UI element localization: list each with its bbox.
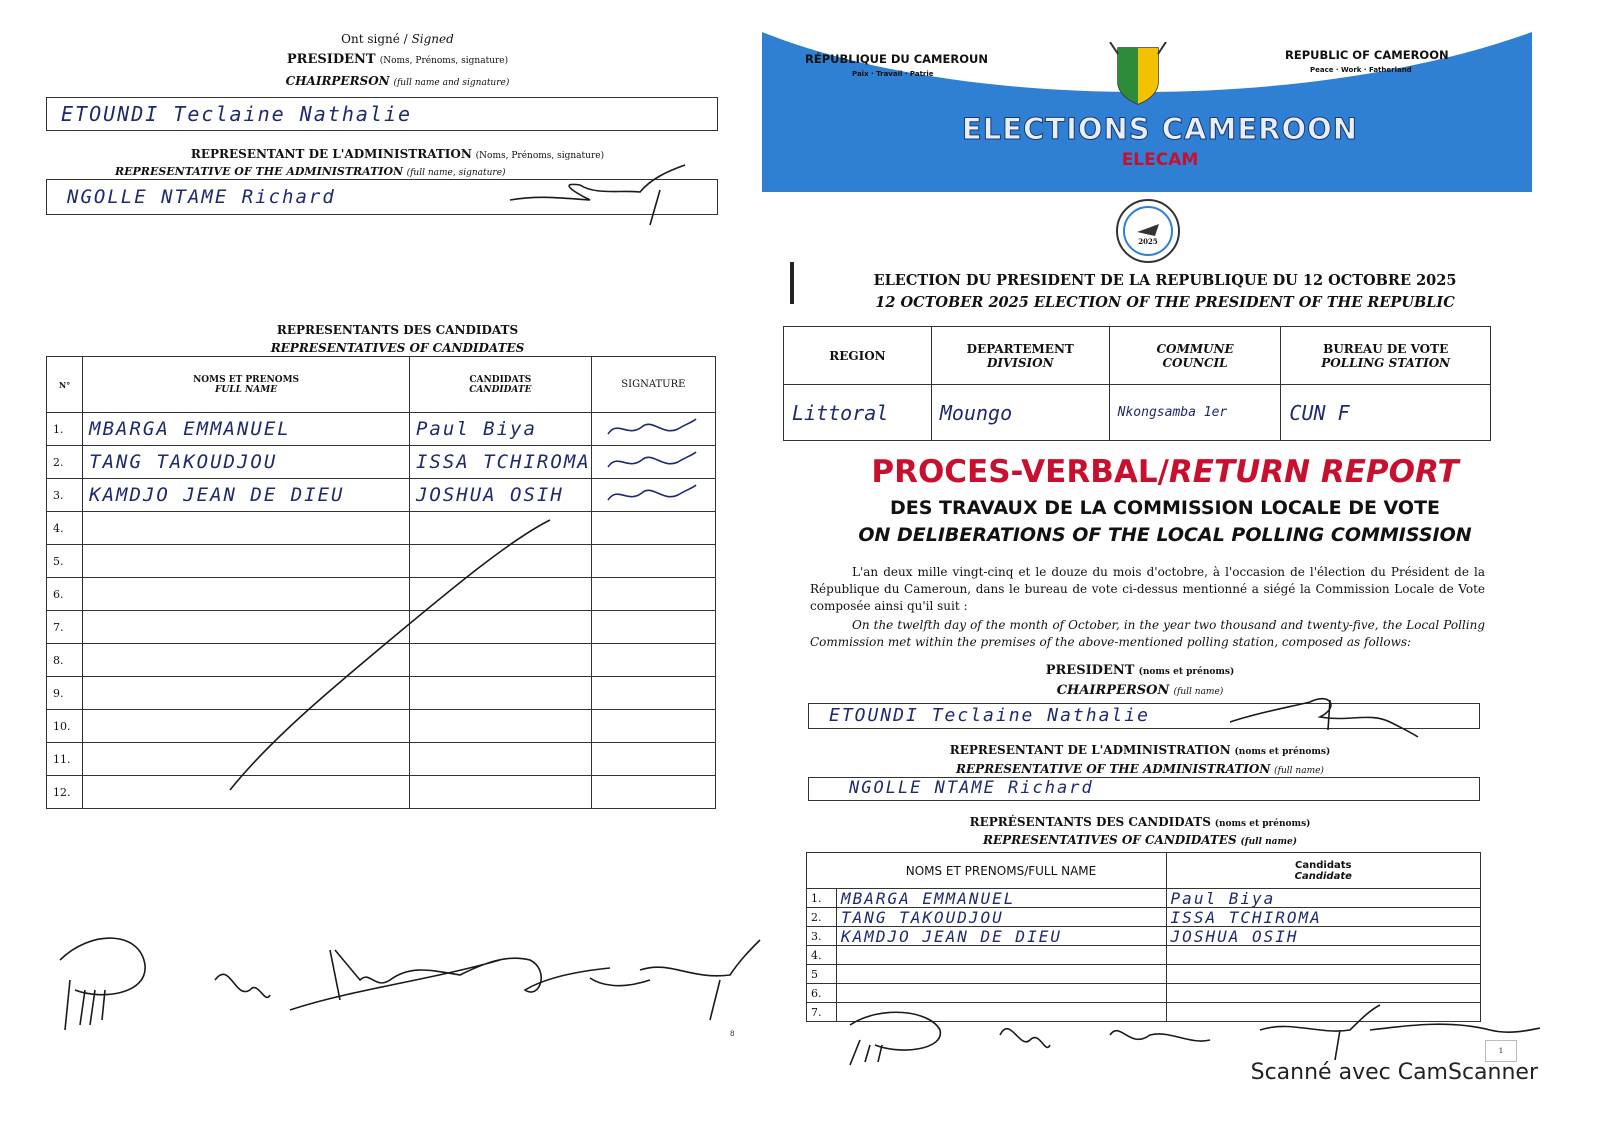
reps-table-row	[47, 710, 716, 743]
org-abbr: ELECAM	[1121, 150, 1199, 170]
admin-en-label: REPRESENTATIVE OF THE ADMINISTRATION	[115, 165, 404, 178]
rep-name	[83, 578, 410, 611]
rep-signature	[591, 710, 715, 743]
row-number: 4.	[47, 512, 83, 545]
r-admin-label: REPRESENTANT DE L'ADMINISTRATION	[949, 743, 1231, 757]
location-value: CUN F	[1281, 385, 1491, 441]
location-header-cell	[784, 327, 932, 385]
rep-candidate	[409, 644, 591, 677]
rep-signature	[591, 578, 715, 611]
row-number: 10.	[47, 710, 83, 743]
rep-signature	[591, 545, 715, 578]
r-rep-name: MBARGA EMMANUEL	[836, 889, 1166, 908]
r-reps-fr-hint: (noms et prénoms)	[1214, 819, 1311, 829]
rep-name	[83, 545, 410, 578]
location-header-cell	[1109, 327, 1281, 385]
r-chair-label: CHAIRPERSON	[1056, 683, 1170, 698]
r-rep-name	[836, 946, 1166, 965]
reps-table-row	[47, 578, 716, 611]
reps-table-row	[47, 512, 716, 545]
coat-of-arms-icon	[1108, 42, 1168, 108]
r-reps-en-label-block	[790, 833, 1490, 847]
r-rep-candidate: ISSA TCHIROMA	[1166, 908, 1480, 927]
rep-name: MBARGA EMMANUEL	[83, 413, 410, 446]
r-reps-label-block	[790, 815, 1490, 829]
r-rep-name: KAMDJO JEAN DE DIEU	[836, 927, 1166, 946]
org-name: ELECTIONS CAMEROON	[961, 112, 1359, 146]
rep-name	[83, 512, 410, 545]
intro-paragraph-en: On the twelfth day of the month of October, in the year two thousand and twenty-five, the Local Polling Commission met within the premises of the above-mentioned polling station, composed as follows:	[810, 618, 1485, 649]
rep-name	[83, 611, 410, 644]
left-page	[30, 0, 765, 1100]
reps-table-row	[47, 479, 716, 512]
location-header-cell	[931, 327, 1109, 385]
reps-table-header	[47, 357, 716, 413]
col-name-fr: NOMS ET PRENOMS	[193, 374, 300, 385]
report-title	[790, 454, 1540, 490]
r-col-candidate-en: Candidate	[1294, 870, 1352, 882]
r-admin-name-field	[808, 777, 1480, 801]
r-rep-candidate: Paul Biya	[1166, 889, 1480, 908]
row-number: 7.	[47, 611, 83, 644]
report-title-en: RETURN REPORT	[1168, 454, 1459, 490]
r-reps-table-row	[807, 946, 1481, 965]
left-page-number: 8	[730, 1030, 735, 1038]
location-header-fr: DEPARTEMENT	[966, 341, 1074, 356]
location-value: Moungo	[931, 385, 1109, 441]
rep-name	[83, 776, 410, 809]
location-header-en: COUNCIL	[1162, 355, 1228, 370]
admin-en-label-block	[115, 165, 506, 178]
col-num: N°	[47, 357, 83, 413]
r-president-name: ETOUNDI Teclaine Nathalie	[829, 705, 1150, 726]
reps-table-row	[47, 545, 716, 578]
admin-label: REPRESENTANT DE L'ADMINISTRATION	[190, 147, 472, 161]
rep-candidate	[409, 776, 591, 809]
row-number: 11.	[47, 743, 83, 776]
r-reps-fr: REPRÉSENTANTS DES CANDIDATS	[969, 815, 1211, 829]
admin-en-hint: (full name, signature)	[406, 168, 506, 178]
col-signature: SIGNATURE	[591, 357, 715, 413]
r-reps-en: REPRESENTATIVES OF CANDIDATES	[983, 833, 1237, 847]
row-number: 1.	[47, 413, 83, 446]
rep-candidate: JOSHUA OSIH	[409, 479, 591, 512]
r-reps-table-row	[807, 908, 1481, 927]
chairperson-label-block	[30, 74, 765, 88]
election-fr: ELECTION DU PRESIDENT DE LA REPUBLIQUE DU 12 OCTOBRE 2025	[873, 272, 1457, 289]
r-reps-table-row	[807, 889, 1481, 908]
seal-year: 2025	[1138, 237, 1158, 246]
col-candidate-en: CANDIDATE	[469, 384, 532, 395]
r-col-name: NOMS ET PRENOMS/FULL NAME	[836, 853, 1166, 889]
signed-en: Signed	[411, 32, 454, 46]
location-header-row	[784, 327, 1491, 385]
republic-fr: RÉPUBLIQUE DU CAMEROUN	[805, 52, 988, 66]
rep-candidate	[409, 743, 591, 776]
location-header-en: DIVISION	[986, 355, 1054, 370]
rep-name: KAMDJO JEAN DE DIEU	[83, 479, 410, 512]
r-reps-table-row	[807, 927, 1481, 946]
rep-signature	[591, 479, 715, 512]
rep-signature	[591, 743, 715, 776]
row-number: 2.	[47, 446, 83, 479]
r-rep-name: TANG TAKOUDJOU	[836, 908, 1166, 927]
rep-candidate: Paul Biya	[409, 413, 591, 446]
rep-candidate	[409, 578, 591, 611]
r-admin-en-label: REPRESENTATIVE OF THE ADMINISTRATION	[956, 762, 1271, 776]
r-reps-table	[806, 852, 1481, 1022]
r-row-number: 7.	[807, 1003, 837, 1022]
col-name-en: FULL NAME	[215, 384, 278, 395]
rep-candidate	[409, 545, 591, 578]
reps-table-row	[47, 413, 716, 446]
r-rep-candidate	[1166, 946, 1480, 965]
president-label: PRESIDENT	[286, 52, 376, 67]
location-header-fr: REGION	[829, 348, 886, 363]
rep-name: TANG TAKOUDJOU	[83, 446, 410, 479]
r-row-number: 3.	[807, 927, 837, 946]
r-row-number: 5	[807, 965, 837, 984]
r-reps-table-header	[807, 853, 1481, 889]
location-value: Littoral	[784, 385, 932, 441]
r-reps-table-row	[807, 965, 1481, 984]
admin-signature-top	[500, 160, 700, 230]
reps-table-row	[47, 611, 716, 644]
r-row-number: 6.	[807, 984, 837, 1003]
r-row-number: 1.	[807, 889, 837, 908]
r-rep-candidate	[1166, 965, 1480, 984]
rep-candidate	[409, 677, 591, 710]
rep-name	[83, 743, 410, 776]
rep-signature-mark	[598, 447, 698, 475]
r-admin-hint: (noms et prénoms)	[1234, 747, 1331, 757]
subtitle-fr: DES TRAVAUX DE LA COMMISSION LOCALE DE VOTE	[889, 497, 1441, 519]
left-bottom-signatures	[30, 920, 765, 1040]
president-hint: (Noms, Prénoms, signature)	[379, 56, 509, 66]
reps-title-fr: REPRESENTANTS DES CANDIDATS	[276, 323, 519, 337]
rep-name	[83, 710, 410, 743]
intro-paragraph-fr: L'an deux mille vingt-cinq et le douze du mois d'octobre, à l'occasion de l'élection du Président de la République du Cameroun, dans le bureau de vote ci-dessus mentionné a siégé la Commission Locale de Vote composée ainsi qu'il suit :	[810, 565, 1485, 613]
r-rep-name	[836, 965, 1166, 984]
col-candidate-fr: CANDIDATS	[469, 374, 532, 385]
location-header-en: POLLING STATION	[1321, 355, 1451, 370]
row-number: 12.	[47, 776, 83, 809]
r-admin-en-hint: (full name)	[1274, 766, 1324, 776]
president-name: ETOUNDI Teclaine Nathalie	[61, 102, 413, 126]
r-col-candidate-fr: Candidats	[1295, 859, 1352, 871]
chairperson-label: CHAIRPERSON	[285, 74, 390, 88]
right-page-number: 1	[1485, 1040, 1517, 1062]
r-president-label: PRESIDENT	[1045, 663, 1135, 678]
rep-signature	[591, 776, 715, 809]
col-candidate	[409, 357, 591, 413]
rep-signature	[591, 413, 715, 446]
rep-signature	[591, 512, 715, 545]
election-en: 12 OCTOBER 2025 ELECTION OF THE PRESIDENT OF THE REPUBLIC	[875, 294, 1455, 311]
location-header-fr: BUREAU DE VOTE	[1323, 341, 1449, 356]
right-page	[790, 0, 1560, 1090]
reps-table-row	[47, 446, 716, 479]
r-col-num	[807, 853, 837, 889]
row-number: 8.	[47, 644, 83, 677]
rep-signature	[591, 446, 715, 479]
rep-candidate	[409, 611, 591, 644]
r-reps-en-hint: (full name)	[1240, 837, 1297, 847]
rep-name	[83, 677, 410, 710]
rep-candidate	[409, 512, 591, 545]
signed-fr: Ont signé /	[341, 32, 408, 46]
location-header-cell	[1281, 327, 1491, 385]
r-admin-label-block	[790, 743, 1490, 757]
r-president-hint: (noms et prénoms)	[1138, 667, 1235, 677]
motto-en: Peace · Work · Fatherland	[1310, 66, 1412, 74]
location-value-row	[784, 385, 1491, 441]
rep-signature	[591, 644, 715, 677]
elecam-seal-icon	[1115, 198, 1181, 264]
reps-title-en: REPRESENTATIVES OF CANDIDATES	[270, 341, 525, 355]
r-admin-en-label-block	[790, 762, 1490, 776]
r-col-candidate	[1166, 853, 1480, 889]
row-number: 6.	[47, 578, 83, 611]
reps-table-body	[47, 413, 716, 809]
r-rep-candidate: JOSHUA OSIH	[1166, 927, 1480, 946]
reps-table-row	[47, 644, 716, 677]
scanner-watermark: Scanné avec CamScanner	[1250, 1060, 1538, 1085]
row-number: 3.	[47, 479, 83, 512]
r-president-signature	[1220, 682, 1420, 742]
republic-en: REPUBLIC OF CAMEROON	[1285, 48, 1449, 62]
r-admin-name: NGOLLE NTAME Richard	[849, 778, 1094, 798]
location-table	[783, 326, 1491, 441]
row-number: 9.	[47, 677, 83, 710]
rep-signature-mark	[598, 480, 698, 508]
rep-signature	[591, 677, 715, 710]
rep-candidate: ISSA TCHIROMA	[409, 446, 591, 479]
president-name-field	[46, 97, 718, 131]
report-title-fr: PROCES-VERBAL/	[871, 454, 1169, 490]
subtitle-en: ON DELIBERATIONS OF THE LOCAL POLLING COMMISSION	[858, 524, 1472, 546]
motto-fr: Paix · Travail · Patrie	[852, 70, 934, 78]
reps-table-row	[47, 677, 716, 710]
reps-table-row	[47, 776, 716, 809]
rep-candidate	[409, 710, 591, 743]
president-label-block	[30, 52, 765, 67]
signed-heading	[30, 32, 765, 46]
location-value: Nkongsamba 1er	[1109, 385, 1281, 441]
reps-table	[46, 356, 716, 809]
admin-hint: (Noms, Prénoms, signature)	[475, 151, 605, 161]
admin-name: NGOLLE NTAME Richard	[67, 186, 336, 208]
row-number: 5.	[47, 545, 83, 578]
chairperson-hint: (full name and signature)	[393, 78, 510, 88]
reps-table-row	[47, 743, 716, 776]
r-row-number: 2.	[807, 908, 837, 927]
r-president-label-block	[790, 663, 1490, 678]
r-chair-hint: (full name)	[1173, 687, 1224, 697]
admin-label-block	[30, 147, 765, 161]
location-header-fr: COMMUNE	[1156, 341, 1234, 356]
rep-signature-mark	[598, 414, 698, 442]
r-row-number: 4.	[807, 946, 837, 965]
rep-signature	[591, 611, 715, 644]
col-name	[83, 357, 410, 413]
rep-name	[83, 644, 410, 677]
